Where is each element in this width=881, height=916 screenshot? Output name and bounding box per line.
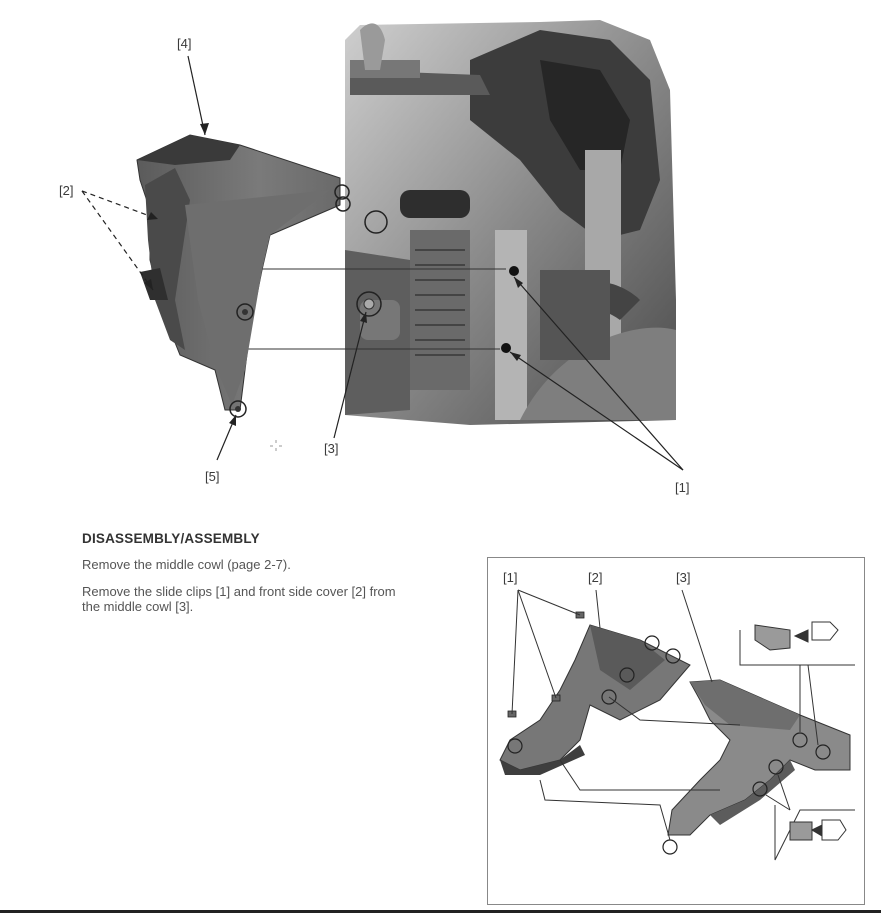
screw-icon [501,343,511,353]
callout-label-4: [4] [177,36,192,51]
step-remove-middle-cowl: Remove the middle cowl (page 2-7). [82,557,291,572]
screw-icon [509,266,519,276]
callout-label-2: [2] [59,183,74,198]
section-heading: DISASSEMBLY/ASSEMBLY [82,531,260,546]
middle-cowl-drawing [137,135,340,410]
inset-callout-label-2: [2] [588,570,603,585]
step-remove-clips-line2: the middle cowl [3]. [82,599,194,614]
callout-label-5: [5] [205,469,220,484]
step-remove-clips-line1: Remove the slide clips [1] and front side cover [2] from [82,584,396,599]
motorcycle-photo [345,20,676,425]
footer-rule [0,910,881,913]
inset-figure-frame [487,557,865,905]
inset-callout-label-3: [3] [676,570,691,585]
callout-label-3: [3] [324,441,339,456]
inset-callout-label-1: [1] [503,570,518,585]
callout-label-1: [1] [675,480,690,495]
